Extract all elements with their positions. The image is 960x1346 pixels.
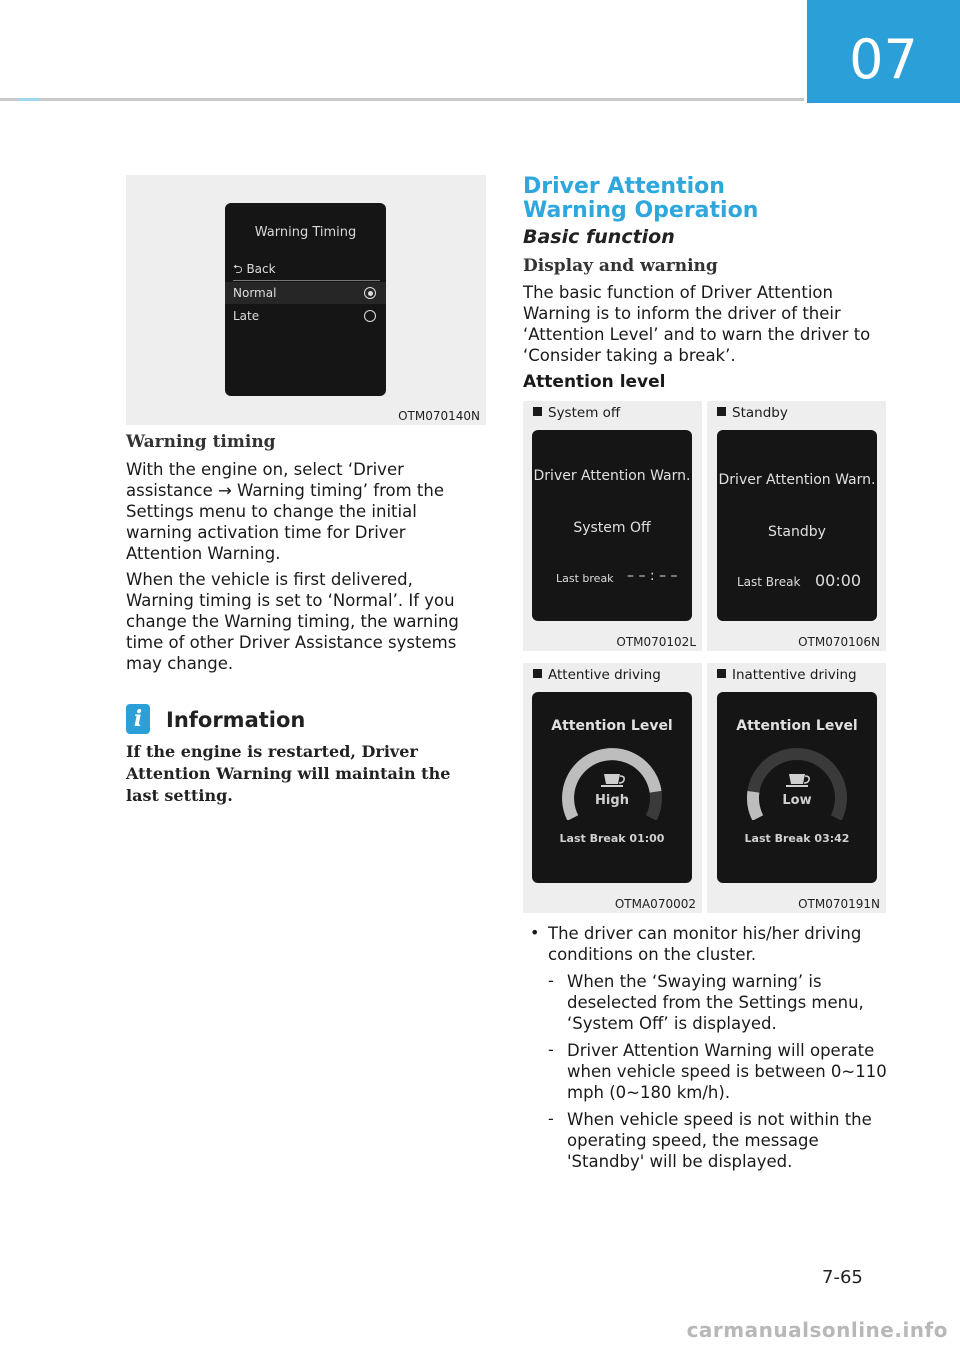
page-number: 7-65 (822, 1267, 863, 1288)
figure-code: OTM070191N (798, 897, 880, 911)
chapter-tab: 07 (807, 0, 960, 103)
coffee-cup-icon (786, 774, 809, 787)
warning-timing-figure (126, 175, 486, 425)
dash-text: When vehicle speed is not within the operating speed, the message 'Standby' will be displayed. (567, 1110, 872, 1171)
screen-title: Attention Level (736, 718, 858, 734)
body-paragraph: With the engine on, select ‘Driver assistance → Warning timing’ from the Settings menu to change the initial warning activation time for Driver Attention Warning. (126, 460, 444, 563)
back-item (233, 260, 276, 281)
back-label: Back (246, 262, 276, 276)
screen-title: Driver Attention Warn. (533, 468, 691, 484)
section-title: Driver Attention Warning Operation (523, 174, 759, 223)
dash-marker: - (548, 971, 554, 990)
header-rule-accent (18, 98, 40, 101)
warning-timing-heading: Warning timing (126, 432, 276, 452)
screen-title: Warning Timing (254, 225, 357, 240)
last-break-label: Last Break (737, 575, 801, 589)
dash-marker: - (548, 1109, 554, 1128)
screen-status: Standby (768, 524, 826, 540)
dash-marker: - (548, 1040, 554, 1059)
menu-divider (233, 280, 380, 281)
screen-title: Driver Attention Warn. (718, 472, 876, 488)
screen-status: System Off (573, 520, 651, 536)
display-warning-heading: Display and warning (523, 256, 718, 276)
last-break-label: Last break (556, 572, 614, 585)
panel-label: Inattentive driving (717, 667, 857, 683)
body-paragraph: When the vehicle is first delivered, Warning timing is set to ‘Normal’. If you change the Warning timing, the warning time of other Driver Assistance systems may change. (126, 570, 459, 673)
radio-selected-icon (364, 287, 376, 299)
panel-inattentive-driving (707, 663, 886, 913)
option-label: Normal (233, 286, 277, 300)
last-break-time: 00:00 (815, 571, 862, 590)
back-arrow-icon: ⮌ (233, 262, 243, 276)
option-late (225, 305, 386, 327)
body-paragraph: The basic function of Driver Attention Warning is to inform the driver of their ‘Attention Level’ and to warn the driver to ‘Consider taking a break’. (523, 283, 871, 365)
last-break-info: Last Break 01:00 (559, 832, 665, 845)
cluster-screen (532, 430, 692, 621)
panel-label: Standby (717, 405, 788, 421)
square-bullet-icon (717, 669, 726, 678)
cluster-screen (717, 430, 877, 621)
panel-standby (707, 401, 886, 651)
subsection-title: Basic function (523, 226, 675, 248)
option-label: Late (233, 309, 260, 323)
square-bullet-icon (533, 669, 542, 678)
screen-title: Attention Level (551, 718, 673, 734)
watermark: carmanualsonline.info (686, 1318, 948, 1342)
cluster-screen (717, 692, 877, 883)
panel-label: System off (533, 405, 620, 421)
panel-system-off (523, 401, 702, 651)
dash-text: Driver Attention Warning will operate when vehicle speed is between 0~110 mph (0~180 km/h). (567, 1041, 887, 1102)
square-bullet-icon (533, 407, 542, 416)
figure-code: OTMA070002 (614, 897, 696, 911)
square-bullet-icon (717, 407, 726, 416)
panel-label: Attentive driving (533, 667, 661, 683)
attention-level-value: High (595, 793, 629, 808)
cluster-screen (532, 692, 692, 883)
bullet-marker: • (530, 923, 540, 942)
figure-code: OTM070102L (616, 635, 696, 649)
attention-level-label: Attention level (523, 372, 666, 392)
header-rule (0, 98, 804, 101)
information-icon: i (126, 704, 150, 734)
bullet-text: The driver can monitor his/her driving conditions on the cluster. (548, 924, 862, 964)
figure-code: OTM070106N (798, 635, 880, 649)
last-break-info: Last Break 03:42 (744, 832, 850, 845)
information-title: Information (166, 708, 306, 732)
dash-text: When the ‘Swaying warning’ is deselected from the Settings menu, ‘System Off’ is displayed. (567, 972, 864, 1033)
information-text: If the engine is restarted, Driver Attention Warning will maintain the last setting. (126, 742, 451, 805)
last-break-time: – – : – – (627, 568, 678, 584)
attention-gauge (743, 740, 851, 820)
figure-code: OTM070140N (398, 409, 480, 423)
radio-empty-icon (364, 310, 376, 322)
attention-gauge (558, 740, 666, 820)
coffee-cup-icon (601, 774, 624, 787)
attention-level-value: Low (782, 793, 812, 808)
panel-attentive-driving (523, 663, 702, 913)
option-normal (225, 282, 386, 304)
cluster-screen (225, 203, 386, 396)
